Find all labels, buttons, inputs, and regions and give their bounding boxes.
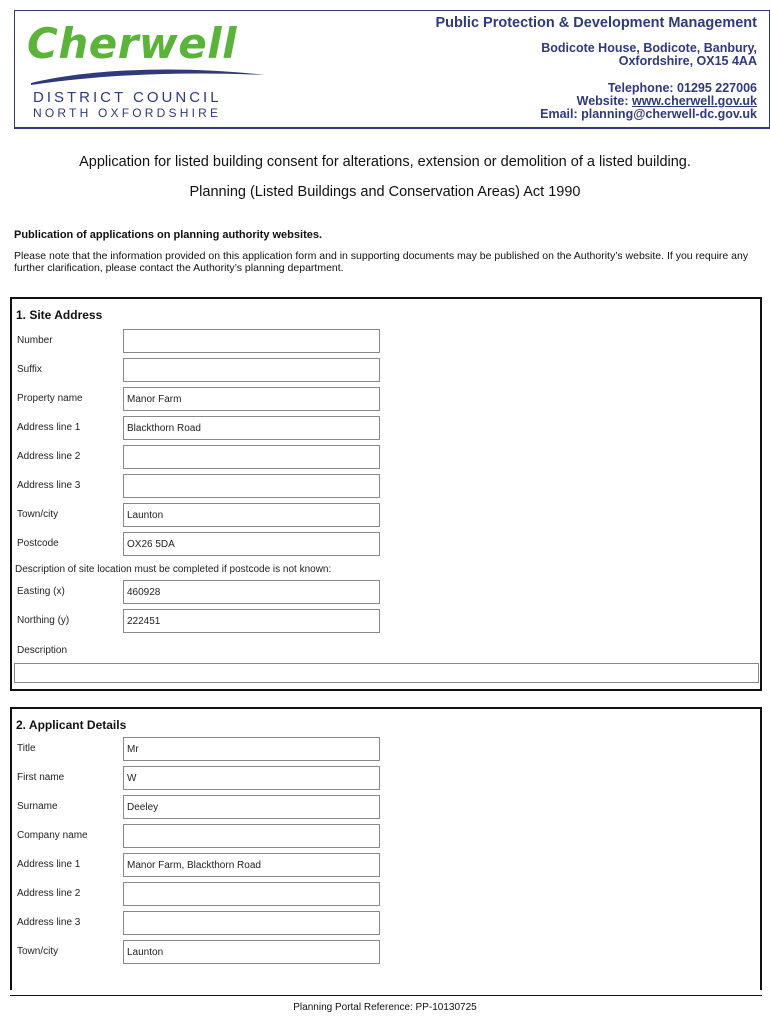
field-row: [12, 329, 760, 355]
site-address-section: [10, 297, 762, 691]
field-row: [12, 795, 760, 821]
postcode-field[interactable]: OX26 5DA: [123, 532, 380, 556]
council-name-line2: NORTH OXFORDSHIRE: [33, 106, 222, 120]
address-line-2: Oxfordshire, OX15 4AA: [618, 54, 757, 68]
email-link[interactable]: planning@cherwell-dc.gov.uk: [581, 107, 757, 121]
number-field[interactable]: [123, 329, 380, 353]
field-label: Address line 3: [17, 480, 81, 491]
email-line: [540, 107, 757, 121]
field-row: [12, 416, 760, 442]
publication-text: Please note that the information provided on this application form and in supporting documents may be published on the Authority’s website. If you require any further clarification, please contact the Authority’s planning department.: [14, 250, 749, 274]
field-label: Easting (x): [17, 586, 65, 597]
form-subtitle: Planning (Listed Buildings and Conservation Areas) Act 1990: [189, 184, 581, 200]
field-row: [12, 766, 760, 792]
field-row: [12, 580, 760, 606]
publication-heading: Publication of applications on planning authority websites.: [14, 229, 323, 241]
location-note: Description of site location must be completed if postcode is not known:: [15, 564, 332, 575]
surname-field[interactable]: Deeley: [123, 795, 380, 819]
first-name-field[interactable]: W: [123, 766, 380, 790]
field-label: Surname: [17, 801, 58, 812]
suffix-field[interactable]: [123, 358, 380, 382]
field-row: [12, 940, 760, 966]
logo-swoosh-icon: [29, 67, 269, 87]
applicant-address-line-2-field[interactable]: [123, 882, 380, 906]
footer-divider: [10, 995, 762, 996]
field-label: Suffix: [17, 364, 42, 375]
title-field[interactable]: Mr: [123, 737, 380, 761]
field-label: Number: [17, 335, 53, 346]
field-row: [12, 911, 760, 937]
department-title: Public Protection & Development Management: [435, 15, 757, 31]
field-row: [12, 358, 760, 384]
field-label: Town/city: [17, 509, 59, 520]
field-label: Address line 3: [17, 917, 81, 928]
description-label: Description: [17, 645, 68, 656]
applicant-town-city-field[interactable]: Launton: [123, 940, 380, 964]
field-row: [12, 737, 760, 763]
field-row: [12, 387, 760, 413]
field-label: First name: [17, 772, 65, 783]
portal-reference: Planning Portal Reference: PP-10130725: [293, 1002, 477, 1013]
field-label: Title: [17, 743, 36, 754]
town-city-field[interactable]: Launton: [123, 503, 380, 527]
field-row: [12, 853, 760, 879]
field-label: Address line 2: [17, 451, 81, 462]
section-title: 2. Applicant Details: [16, 718, 127, 732]
company-name-field[interactable]: [123, 824, 380, 848]
applicant-address-line-3-field[interactable]: [123, 911, 380, 935]
field-label: Property name: [17, 393, 83, 404]
telephone: Telephone: 01295 227006: [607, 81, 757, 95]
field-row: [12, 824, 760, 850]
property-name-field[interactable]: Manor Farm: [123, 387, 380, 411]
website-link[interactable]: www.cherwell.gov.uk: [631, 94, 757, 108]
applicant-address-line-1-field[interactable]: Manor Farm, Blackthorn Road: [123, 853, 380, 877]
field-row: [12, 445, 760, 471]
applicant-details-section: [10, 707, 762, 990]
website-line: [577, 94, 757, 108]
council-name-line1: DISTRICT COUNCIL: [33, 89, 222, 106]
description-field[interactable]: [14, 663, 759, 683]
address-line-1-field[interactable]: Blackthorn Road: [123, 416, 380, 440]
website-label: Website:: [576, 94, 632, 108]
field-row: [12, 474, 760, 500]
form-title: Application for listed building consent for alterations, extension or demolition of a listed building.: [79, 154, 691, 170]
field-label: Address line 1: [17, 422, 81, 433]
address-line-2-field[interactable]: [123, 445, 380, 469]
field-label: Company name: [17, 830, 88, 841]
northing-field[interactable]: 222451: [123, 609, 380, 633]
field-row: [12, 532, 760, 558]
address-line-1: Bodicote House, Bodicote, Banbury,: [541, 41, 757, 55]
field-label: Town/city: [17, 946, 59, 957]
email-label: Email:: [540, 107, 582, 121]
easting-field[interactable]: 460928: [123, 580, 380, 604]
field-label: Address line 2: [17, 888, 81, 899]
section-title: 1. Site Address: [16, 308, 103, 322]
field-row: [12, 882, 760, 908]
field-label: Postcode: [17, 538, 59, 549]
field-label: Northing (y): [17, 615, 70, 626]
field-row: [12, 609, 760, 635]
field-label: Address line 1: [17, 859, 81, 870]
letterhead: [14, 10, 770, 129]
address-line-3-field[interactable]: [123, 474, 380, 498]
council-logo: Cherwell: [27, 19, 238, 68]
field-row: [12, 503, 760, 529]
